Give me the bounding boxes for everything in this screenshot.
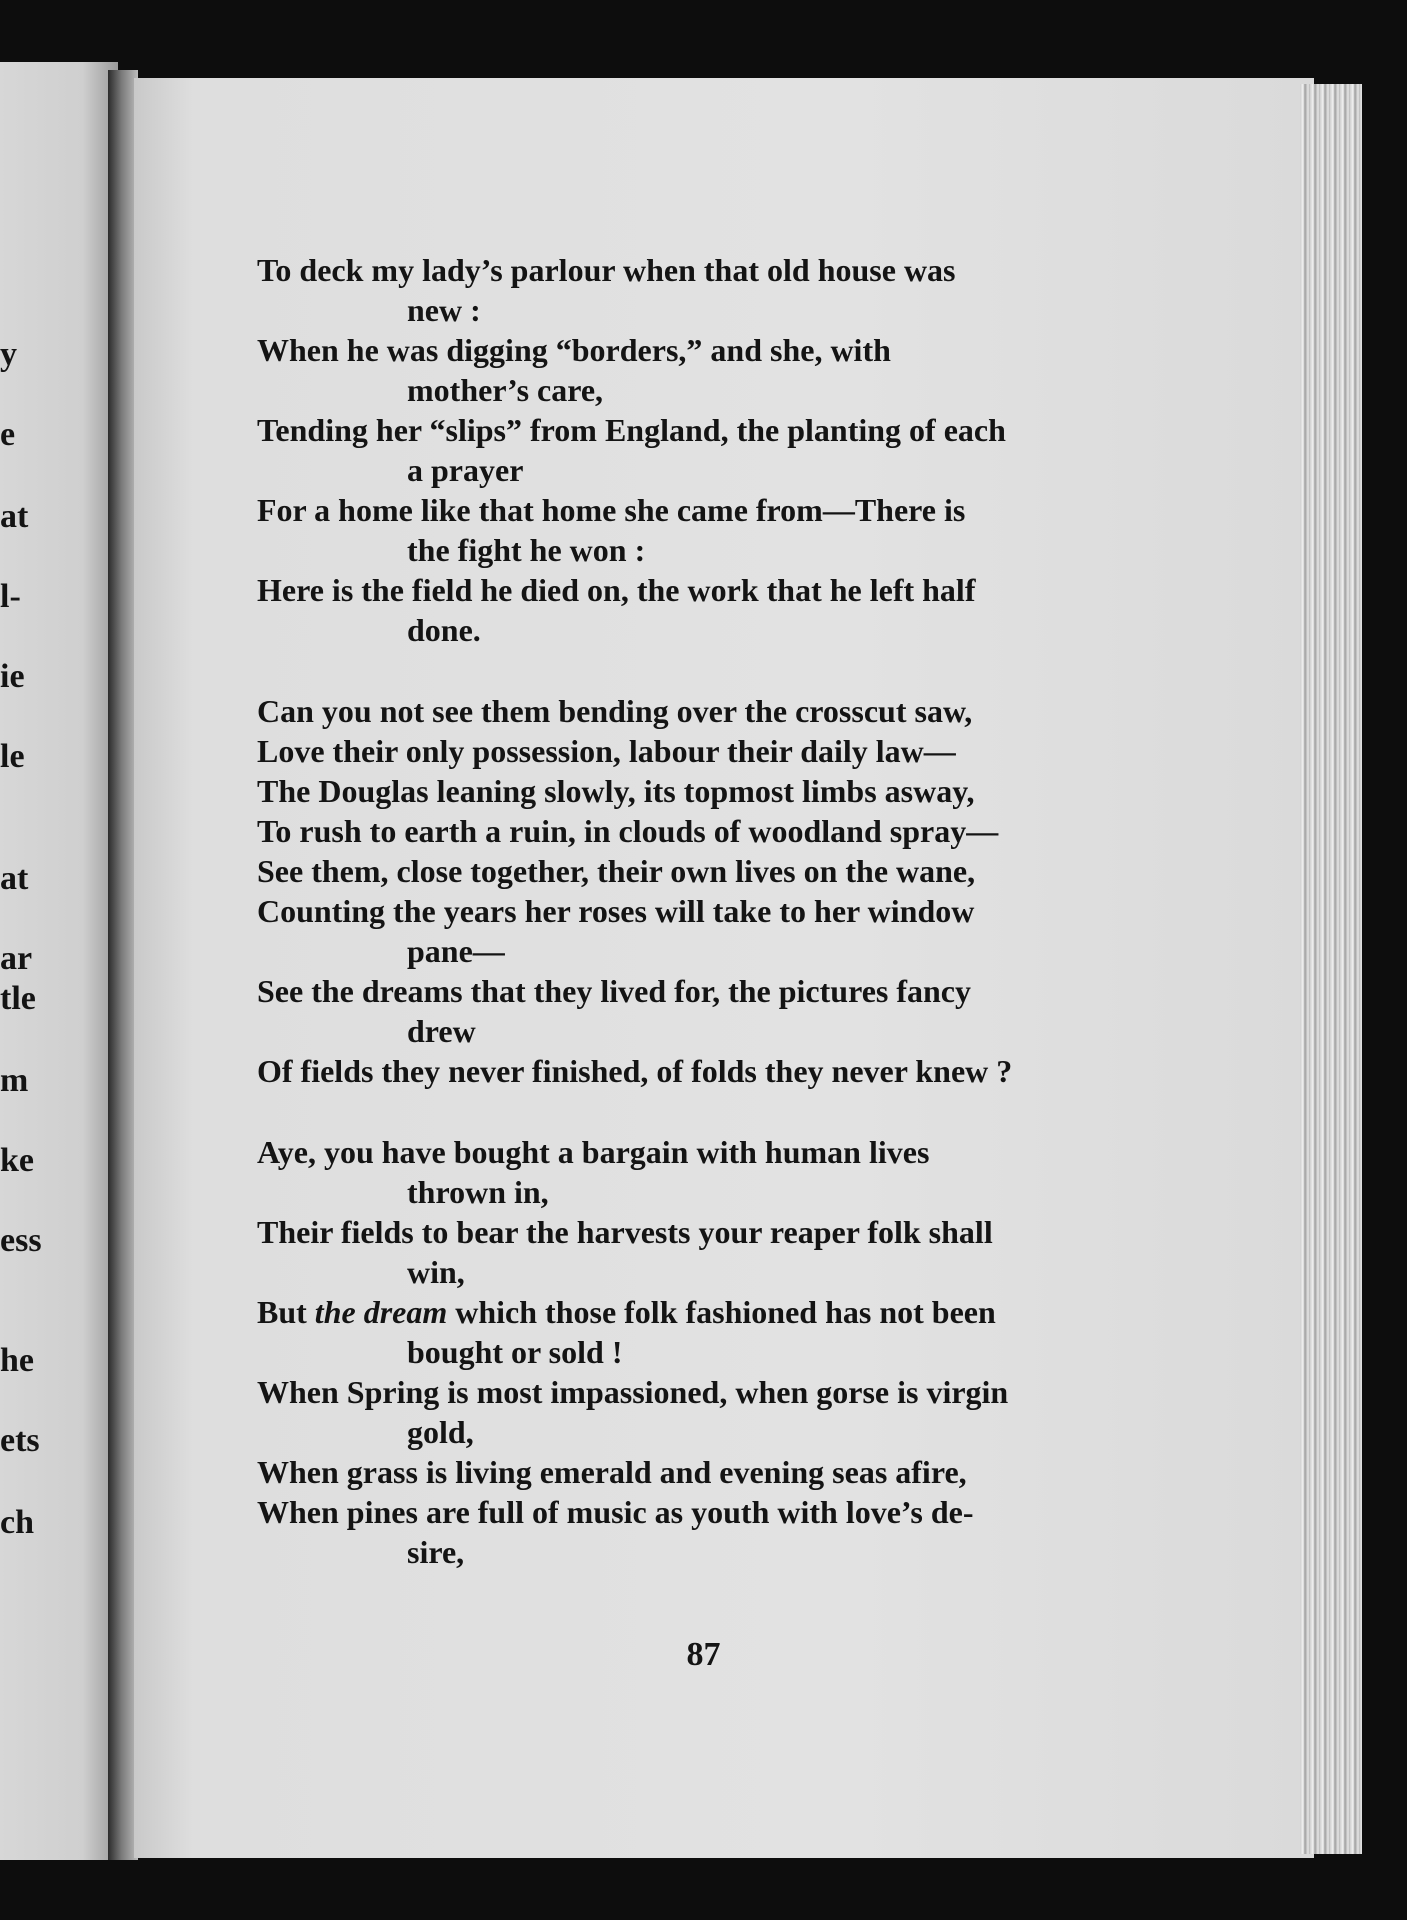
- italic-phrase: the dream: [314, 1294, 448, 1330]
- poem-line: Can you not see them bending over the crosscut saw,: [257, 693, 973, 729]
- poem-line: To rush to earth a ruin, in clouds of woodland spray—: [257, 813, 999, 849]
- poem-line: Counting the years her roses will take to her window: [257, 893, 975, 929]
- left-page-fragment: ie: [0, 658, 25, 695]
- bottom-background: [0, 1860, 1407, 1920]
- poem-line: When pines are full of music as youth with love’s de-: [257, 1494, 974, 1530]
- left-page-fragment: e: [0, 416, 16, 453]
- poem-line: [257, 1292, 1095, 1332]
- poem-line: Tending her “slips” from England, the planting of each: [257, 412, 1006, 448]
- poem-line: See them, close together, their own lives on the wane,: [257, 853, 976, 889]
- poem-text: [257, 250, 1095, 1572]
- poem-line: For a home like that home she came from—There is: [257, 492, 966, 528]
- left-page-fragment: m: [0, 1062, 29, 1099]
- left-page-fragment: ke: [0, 1142, 34, 1179]
- stanza-break: [257, 1091, 1095, 1132]
- left-page-fragment: l-: [0, 578, 21, 615]
- poem-line: Their fields to bear the harvests your reaper folk shall: [257, 1214, 993, 1250]
- left-page-fragment: at: [0, 498, 29, 535]
- left-page-fragment: ets: [0, 1422, 40, 1459]
- left-page-fragment: he: [0, 1342, 34, 1379]
- poem-line: mother’s care,: [407, 372, 604, 408]
- left-page-fragment: at: [0, 860, 29, 897]
- stanza-break: [257, 650, 1095, 691]
- left-page-fragment: ch: [0, 1504, 34, 1541]
- poem-line: drew: [407, 1013, 476, 1049]
- poem-line: new :: [407, 292, 481, 328]
- left-page-fragment: tle: [0, 980, 36, 1017]
- line-segment: which those folk fashioned has not been: [447, 1294, 996, 1330]
- poem-line: See the dreams that they lived for, the pictures fancy: [257, 973, 971, 1009]
- poem-line: done.: [407, 612, 481, 648]
- poem-line: When grass is living emerald and evening seas afire,: [257, 1454, 967, 1490]
- poem-line: gold,: [407, 1414, 474, 1450]
- left-page-fragment: ar: [0, 940, 33, 977]
- poem-line: Aye, you have bought a bargain with human lives: [257, 1134, 930, 1170]
- poem-line: Love their only possession, labour their daily law—: [257, 733, 956, 769]
- poem-line: To deck my lady’s parlour when that old house was: [257, 252, 956, 288]
- poem-line: the fight he won :: [407, 532, 646, 568]
- page-number: 87: [686, 1636, 721, 1673]
- poem-line: Of fields they never finished, of folds they never knew ?: [257, 1053, 1013, 1089]
- left-page-fragment: le: [0, 738, 25, 775]
- poem-line: thrown in,: [407, 1174, 549, 1210]
- left-page-fragment: ess: [0, 1222, 42, 1259]
- poem-line: When he was digging “borders,” and she, with: [257, 332, 891, 368]
- page-edges: [1300, 84, 1362, 1854]
- poem-line: sire,: [407, 1534, 465, 1570]
- poem-line: Here is the field he died on, the work that he left half: [257, 572, 976, 608]
- poem-line: a prayer: [407, 452, 524, 488]
- poem-line: When Spring is most impassioned, when gorse is virgin: [257, 1374, 1009, 1410]
- left-page-fragment: y: [0, 336, 17, 373]
- poem-line: The Douglas leaning slowly, its topmost limbs asway,: [257, 773, 975, 809]
- poem-line: pane—: [407, 933, 505, 969]
- poem-line: win,: [407, 1254, 465, 1290]
- line-segment: But: [257, 1294, 315, 1330]
- poem-line: bought or sold !: [407, 1334, 623, 1370]
